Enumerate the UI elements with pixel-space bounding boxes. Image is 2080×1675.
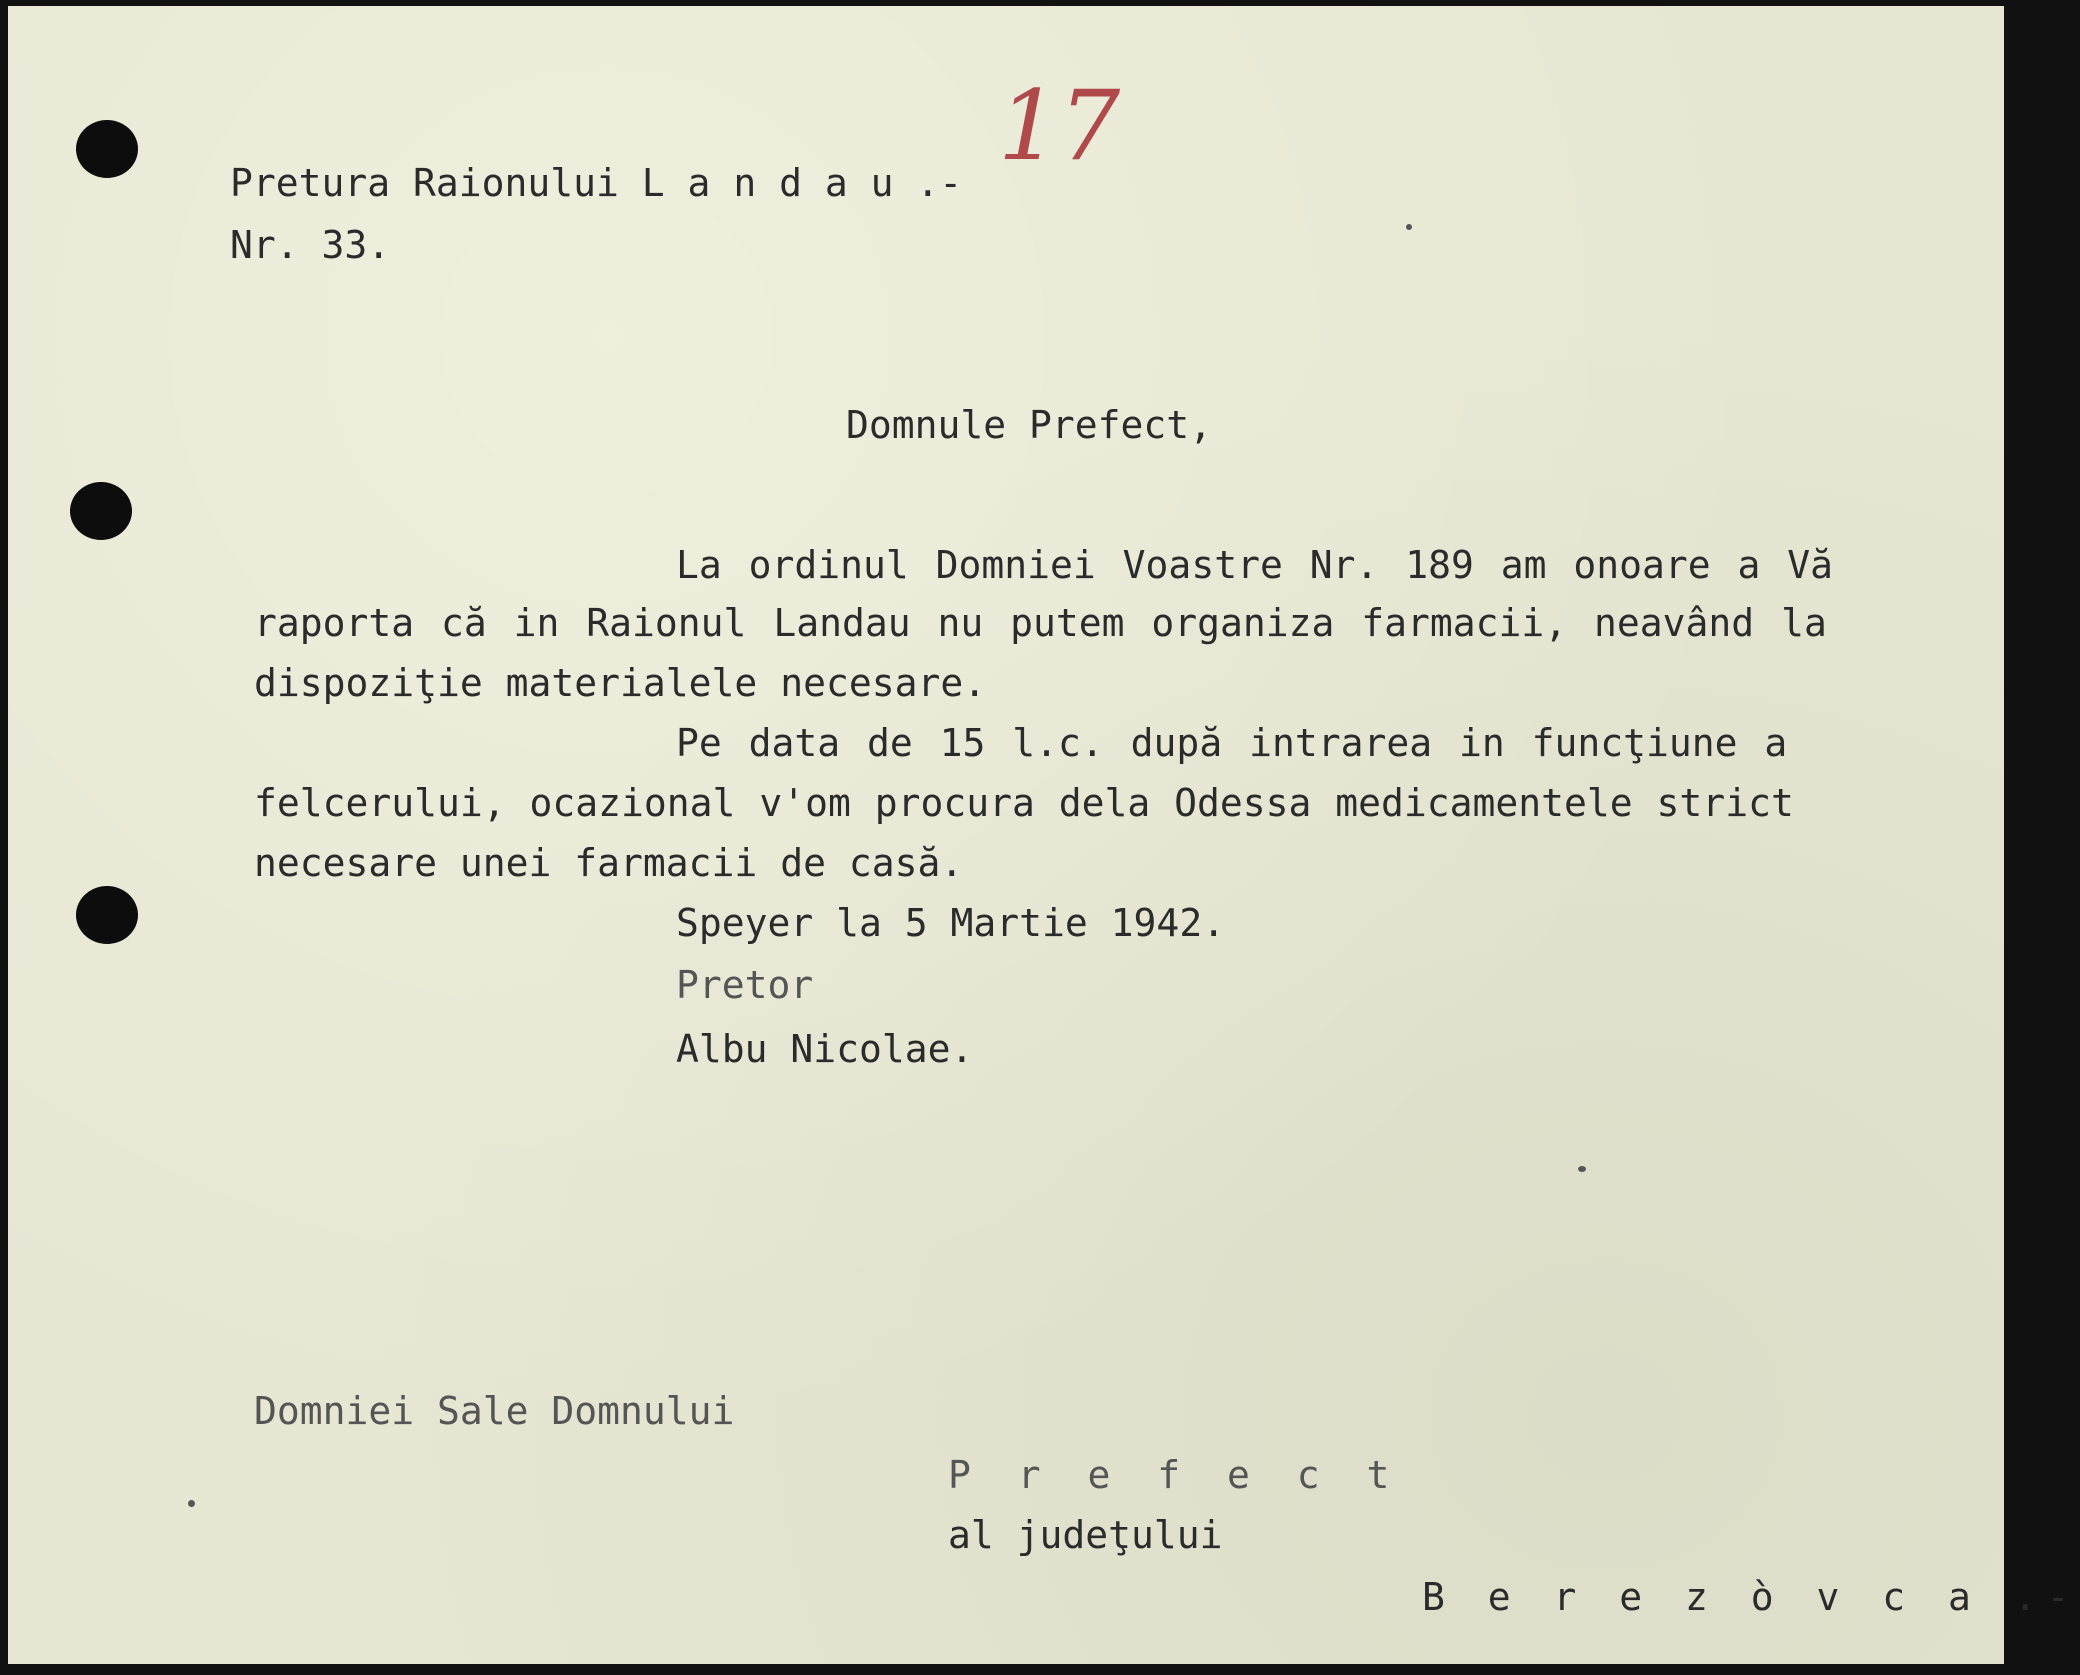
paper-speck xyxy=(1578,1166,1586,1172)
handwritten-folio-mark: 17 xyxy=(998,70,1121,182)
punch-hole-bottom xyxy=(76,886,138,944)
body-line-2: raporta că in Raionul Landau nu putem organiza farmacii, neavând la xyxy=(254,601,1827,645)
addressee-line-4: B e r e z ò v c a .- xyxy=(1422,1575,2080,1619)
paper-speck xyxy=(188,1500,195,1507)
signer-name: Albu Nicolae. xyxy=(676,1027,974,1071)
document-number: Nr. 33. xyxy=(230,223,391,267)
punch-hole-top xyxy=(76,120,138,178)
addressee-line-2: P r e f e c t xyxy=(948,1453,1402,1497)
body-line-5: felcerului, ocazional v'om procura dela Odessa medicamentele strict xyxy=(254,781,1794,825)
office-header: Pretura Raionului L a n d a u .- xyxy=(230,161,963,205)
addressee-line-1: Domniei Sale Domnului xyxy=(254,1389,735,1433)
body-line-4: Pe data de 15 l.c. după intrarea in funcţiune a xyxy=(676,721,1788,765)
paper-speck xyxy=(1406,224,1412,230)
salutation: Domnule Prefect, xyxy=(846,403,1213,447)
punch-hole-middle xyxy=(70,482,132,540)
body-line-3: dispoziţie materialele necesare. xyxy=(254,661,987,705)
addressee-line-3: al judeţului xyxy=(948,1513,1223,1557)
document-paper xyxy=(8,6,2080,1664)
body-line-6: necesare unei farmacii de casă. xyxy=(254,841,964,885)
signer-title: Pretor xyxy=(676,963,814,1007)
body-line-1: La ordinul Domniei Voastre Nr. 189 am onoare a Vă xyxy=(676,543,1834,587)
place-and-date: Speyer la 5 Martie 1942. xyxy=(676,901,1226,945)
